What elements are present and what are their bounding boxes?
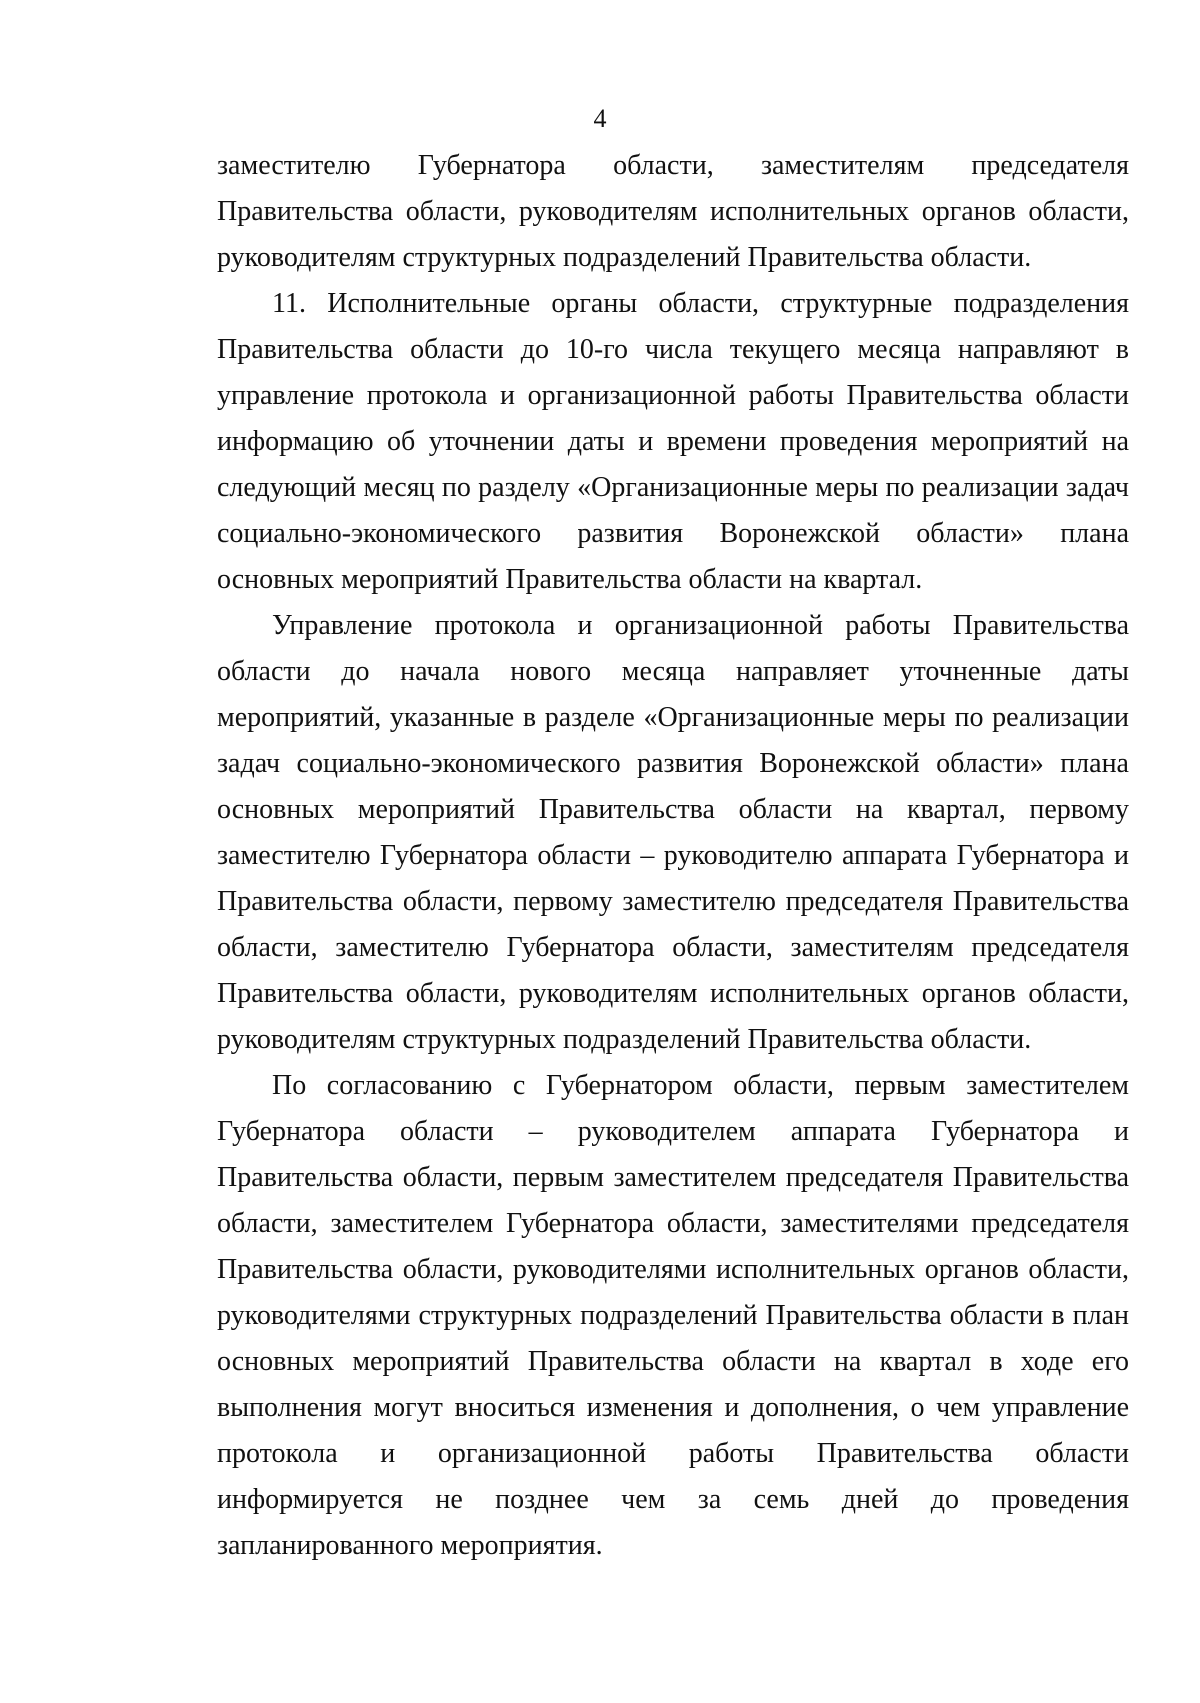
document-body: [217, 143, 1129, 1569]
paragraph-item-11: 11. Исполнительные органы области, структурные подразделения Правительства области до 10-го числа текущего месяца направляют в управление протокола и организационной работы Правительства области информацию об уточнении даты и времени проведения мероприятий на следующий месяц по разделу «Организационные меры по реализации задач социально-экономического развития Воронежской области» плана основных мероприятий Правительства области на квартал.: [217, 288, 1129, 595]
paragraph-continuation: заместителю Губернатора области, заместителям председателя Правительства области, руководителям исполнительных органов области, руководителям структурных подразделений Правительства области.: [217, 150, 1129, 273]
paragraph-changes-agreement: По согласованию с Губернатором области, первым заместителем Губернатора области – руководителем аппарата Губернатора и Правительства области, первым заместителем председателя Правительства области, заместителем Губернатора области, заместителями председателя Правительства области, руководителями исполнительных органов области, руководителями структурных подразделений Правительства области в план основных мероприятий Правительства области на квартал в ходе его выполнения могут вноситься изменения и дополнения, о чем управление протокола и организационной работы Правительства области информируется не позднее чем за семь дней до проведения запланированного мероприятия.: [217, 1070, 1129, 1561]
page-number: 4: [593, 104, 607, 133]
paragraph-protocol-department: Управление протокола и организационной работы Правительства области до начала нового месяца направляет уточненные даты мероприятий, указанные в разделе «Организационные меры по реализации задач социально-экономического развития Воронежской области» плана основных мероприятий Правительства области на квартал, первому заместителю Губернатора области – руководителю аппарата Губернатора и Правительства области, первому заместителю председателя Правительства области, заместителю Губернатора области, заместителям председателя Правительства области, руководителям исполнительных органов области, руководителям структурных подразделений Правительства области.: [217, 610, 1129, 1055]
